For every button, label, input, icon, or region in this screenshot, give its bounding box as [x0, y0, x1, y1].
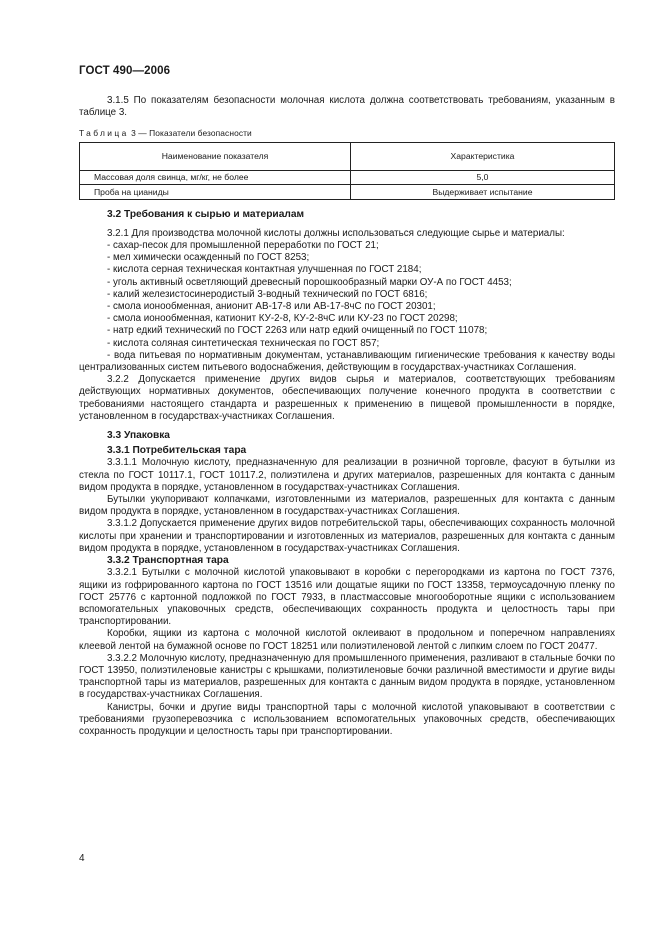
section-3-3-heading: 3.3 Упаковка	[107, 430, 170, 442]
table-cell: 5,0	[351, 170, 615, 185]
table-caption-word: Таблица	[79, 128, 129, 139]
safety-indicators-table	[79, 142, 615, 200]
list-item: - кислота соляная синтетическая техническая по ГОСТ 857;	[107, 337, 380, 349]
table-row	[80, 170, 615, 185]
clause-3-1-5: 3.1.5 По показателям безопасности молочная кислота должна соответствовать требованиям, указанным в таблице 3.	[79, 95, 615, 119]
standard-header: ГОСТ 490—2006	[79, 65, 171, 77]
list-item: - калий железистосинеродистый 3-водный технический по ГОСТ 6816;	[107, 288, 428, 300]
list-item: - натр едкий технический по ГОСТ 2263 или натр едкий очищенный по ГОСТ 11078;	[107, 325, 488, 337]
table-row	[80, 185, 615, 200]
table-header-row	[80, 142, 615, 170]
table-cell: Массовая доля свинца, мг/кг, не более	[80, 170, 351, 185]
table-cell: Проба на цианиды	[80, 185, 351, 200]
section-3-2-heading: 3.2 Требования к сырью и материалам	[107, 208, 305, 220]
table-cell: Выдерживает испытание	[351, 185, 615, 200]
table-caption	[79, 127, 615, 139]
clause-3-3-2-2: 3.3.2.2 Молочную кислоту, предназначенную для промышленного применения, разливают в стальные бочки по ГОСТ 13950, полиэтиленовые канистры с крышками, полиэтиленовые бочки различной вместимости и другие виды транспортной тары из материалов, разрешенных для контакта с данным видом продукта в порядке, установленном в государствах-участниках Соглашения.	[79, 652, 616, 701]
page-content	[79, 95, 615, 738]
list-item: - мел химически осажденный по ГОСТ 8253;	[107, 252, 310, 264]
subsection-3-3-1-heading: 3.3.1 Потребительская тара	[107, 445, 247, 457]
table-header-cell: Характеристика	[351, 142, 615, 170]
clause-3-2-1: 3.2.1 Для производства молочной кислоты должны использоваться следующие сырье и материалы:	[107, 227, 565, 239]
table-header-cell: Наименование показателя	[80, 142, 351, 170]
table-caption-text: 3 — Показатели безопасности	[131, 128, 252, 139]
list-item: - уголь активный осветляющий древесный порошкообразный марки ОУ-А по ГОСТ 4453;	[107, 276, 512, 288]
clause-3-3-2-1: 3.3.2.1 Бутылки с молочной кислотой упаковывают в коробки с перегородками из картона по ГОСТ 7376, ящики из гофрированного картона по ГОСТ 13516 или дощатые ящики по ГОСТ 13358, термоусадочную пленку по ГОСТ 25776 с картонной подложкой по ГОСТ 7933, в пластмассовые многооборотные ящики с использованием вспомогательных упаковочных средств, обеспечивающих сохранность продукта и целостность тары при транспортировании.	[79, 567, 615, 628]
clause-3-3-1-1: 3.3.1.1 Молочную кислоту, предназначенную для реализации в розничной торговле, фасуют в бутылки из стекла по ГОСТ 10117.1, ГОСТ 10117.2, полиэтилена и других материалов, разрешенных для контакта с данным видом продукта в порядке, установленном в государствах-участниках Соглашения.	[79, 457, 615, 493]
list-item: - сахар-песок для промышленной переработки по ГОСТ 21;	[107, 240, 379, 252]
list-item: - смола ионообменная, катионит КУ-2-8, КУ-2-8чС или КУ-23 по ГОСТ 20298;	[107, 313, 458, 325]
page-number: 4	[79, 853, 85, 864]
paragraph-boxes: Коробки, ящики из картона с молочной кислотой оклеивают в продольном и поперечном направлениях клеевой лентой на бумажной основе по ГОСТ 18251 или полиэтиленовой лентой с липким слоем по ГОСТ 20477.	[79, 628, 615, 652]
paragraph-canisters: Канистры, бочки и другие виды транспортной тары с молочной кислотой упаковывают в соответствии с требованиями грузоперевозчика с использованием вспомогательных упаковочных средств, обеспечивающих сохранность продукции и целостность тары при транспортировании.	[79, 701, 615, 737]
clause-3-3-1-2: 3.3.1.2 Допускается применение других видов потребительской тары, обеспечивающих сохранность молочной кислоты при хранении и транспортировании и изготовленных из материалов, разрешенных для контакта с данным видом продукта в порядке, установленном в государствах-участниках Соглашения.	[79, 518, 615, 554]
paragraph-caps: Бутылки укупоривают колпачками, изготовленными из материалов, разрешенных для контакта с данным видом продукта в порядке, установленном в государствах-участниках Соглашения.	[79, 494, 615, 518]
clause-3-2-2: 3.2.2 Допускается применение других видов сырья и материалов, соответствующих требованиям действующих нормативных документов, обеспечивающих получение конечного продукта в соответствии с требованиями настоящего стандарта и разрешенных к применению в пищевой промышленности в порядке, установленном в государствах-участниках Соглашения.	[79, 374, 615, 422]
list-item-water: - вода питьевая по нормативным документам, устанавливающим гигиенические требования к качеству воды централизованных систем питьевого водоснабжения, действующим в государствах-участниках Соглашения.	[79, 349, 615, 374]
list-item: - смола ионообменная, анионит АВ-17-8 или АВ-17-8чС по ГОСТ 20301;	[107, 301, 436, 313]
subsection-3-3-2-heading: 3.3.2 Транспортная тара	[107, 555, 229, 567]
list-item: - кислота серная техническая контактная улучшенная по ГОСТ 2184;	[107, 264, 422, 276]
